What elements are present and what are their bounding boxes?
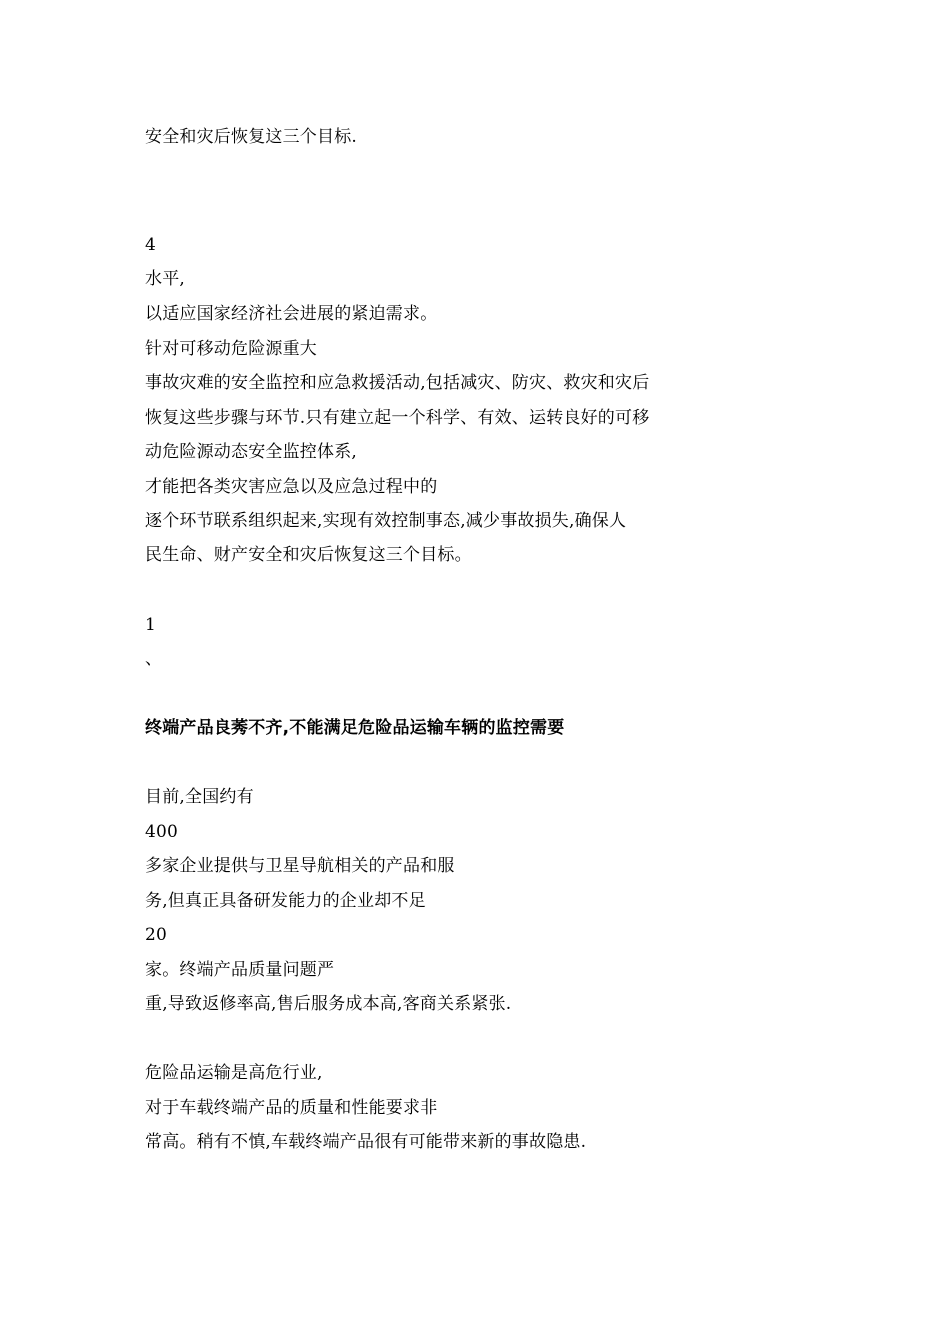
paragraph-line: 以适应国家经济社会进展的紧迫需求。	[145, 304, 438, 324]
paragraph-line: 重,导致返修率高,售后服务成本高,客商关系紧张.	[145, 994, 512, 1014]
paragraph-line: 常高。稍有不慎,车载终端产品很有可能带来新的事故隐患.	[145, 1132, 587, 1152]
paragraph-line: 恢复这些步骤与环节.只有建立起一个科学、有效、运转良好的可移	[145, 408, 650, 428]
paragraph-line: 民生命、财产安全和灾后恢复这三个目标。	[145, 545, 472, 565]
section-number: 4	[145, 235, 157, 255]
paragraph-line: 多家企业提供与卫星导航相关的产品和服	[145, 856, 455, 876]
paragraph-line: 目前,全国约有	[145, 787, 254, 807]
paragraph-line: 对于车载终端产品的质量和性能要求非	[145, 1098, 438, 1118]
paragraph-line: 针对可移动危险源重大	[145, 339, 317, 359]
section-heading: 终端产品良莠不齐,不能满足危险品运输车辆的监控需要	[145, 718, 565, 738]
paragraph-line: 动危险源动态安全监控体系,	[145, 442, 358, 462]
paragraph-line: 事故灾难的安全监控和应急救援活动,包括减灾、防灾、救灾和灾后	[145, 373, 650, 393]
section-number: 1	[145, 615, 157, 635]
paragraph-line: 家。终端产品质量问题严	[145, 960, 335, 980]
paragraph-line: 逐个环节联系组织起来,实现有效控制事态,减少事故损失,确保人	[145, 511, 627, 531]
paragraph-line: 危险品运输是高危行业,	[145, 1063, 323, 1083]
paragraph-line: 20	[145, 925, 168, 945]
paragraph-line: 400	[145, 822, 179, 842]
section-mark: 、	[145, 649, 163, 669]
paragraph-line: 才能把各类灾害应急以及应急过程中的	[145, 477, 438, 497]
paragraph-line: 务,但真正具备研发能力的企业却不足	[145, 891, 426, 911]
paragraph-line: 水平,	[145, 269, 186, 289]
paragraph-line: 安全和灾后恢复这三个目标.	[145, 127, 358, 147]
